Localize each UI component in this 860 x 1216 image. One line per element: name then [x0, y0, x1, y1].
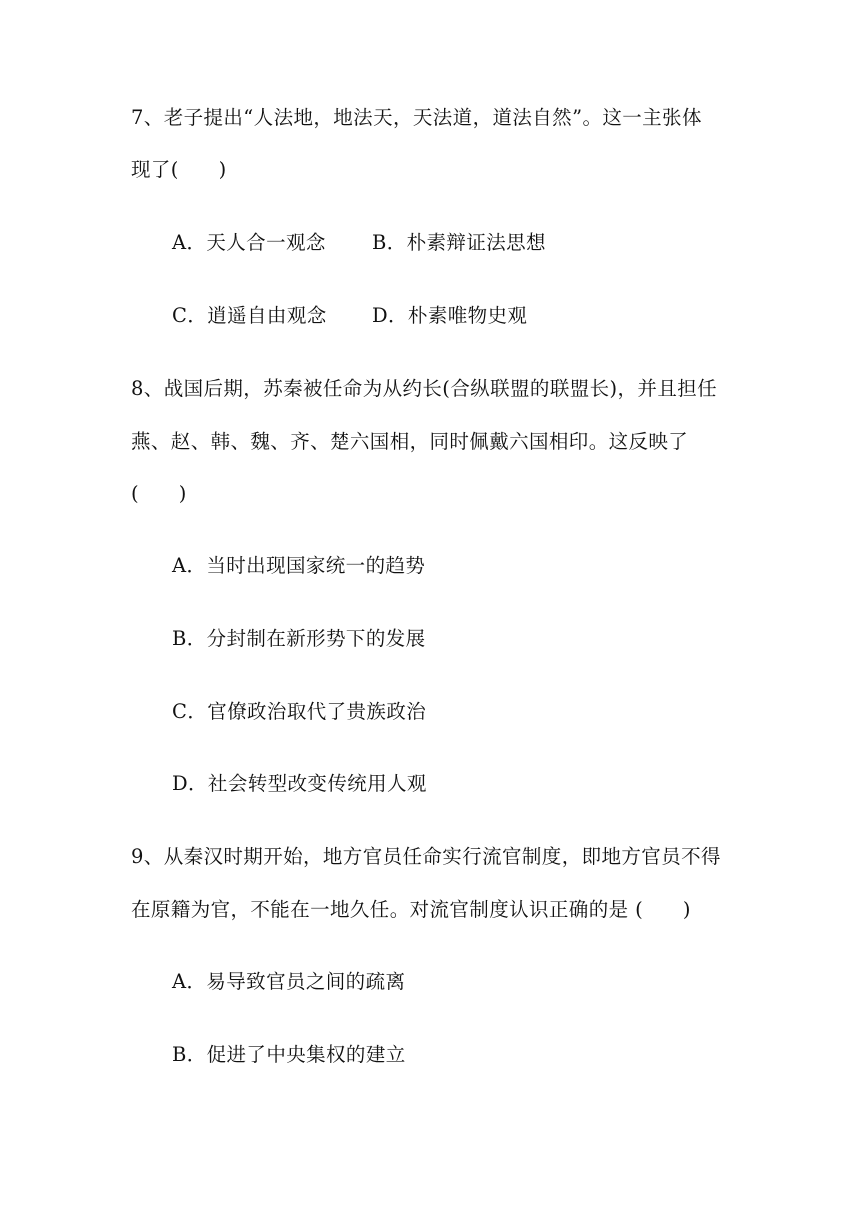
question-7-option-b: B．朴素辩证法思想	[372, 231, 546, 254]
question-8-stem-line-1: 8、战国后期，苏秦被任命为从约长(合纵联盟的联盟长)，并且担任	[131, 377, 718, 400]
question-9-stem-line-2: 在原籍为官，不能在一地久任。对流官制度认识正确的是 ( )	[131, 898, 691, 921]
question-8-option-d: D．社会转型改变传统用人观	[172, 772, 427, 795]
question-8-stem-line-3: ( )	[131, 482, 187, 505]
question-8-option-c: C．官僚政治取代了贵族政治	[172, 700, 427, 723]
question-8-option-a: A．当时出现国家统一的趋势	[172, 554, 426, 577]
question-9-option-b: B．促进了中央集权的建立	[172, 1043, 406, 1066]
question-7-option-d: D．朴素唯物史观	[372, 304, 528, 327]
question-7-stem-line-2: 现了( )	[131, 158, 227, 181]
question-9-stem-line-1: 9、从秦汉时期开始，地方官员任命实行流官制度，即地方官员不得	[131, 845, 721, 868]
question-8-option-b: B．分封制在新形势下的发展	[172, 627, 426, 650]
question-7-option-a: A．天人合一观念	[172, 231, 326, 254]
question-7-stem-line-1: 7、老子提出“人法地，地法天，天法道，道法自然”。这一主张体	[131, 106, 702, 129]
question-9-option-a: A．易导致官员之间的疏离	[172, 970, 406, 993]
question-7-option-c: C．逍遥自由观念	[172, 304, 327, 327]
question-8-stem-line-2: 燕、赵、韩、魏、齐、楚六国相，同时佩戴六国相印。这反映了	[131, 430, 689, 453]
